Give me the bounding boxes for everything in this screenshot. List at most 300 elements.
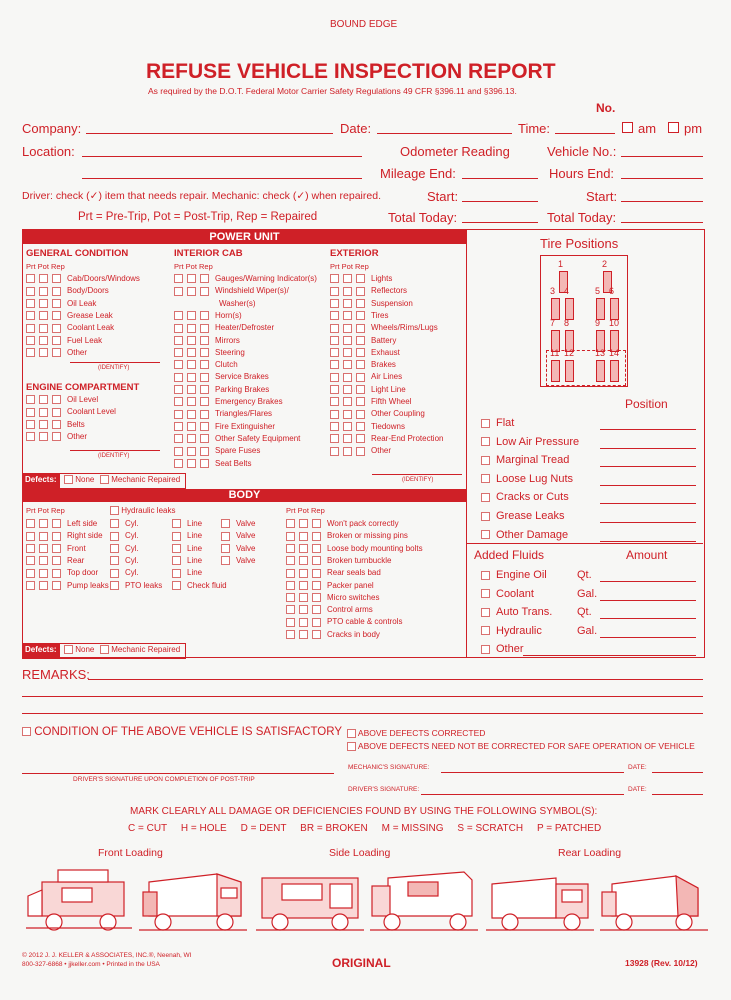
body-issue-item-checkbox[interactable] <box>286 630 295 639</box>
exterior-item-checkbox[interactable] <box>356 422 365 431</box>
engine-item-checkbox[interactable] <box>52 420 61 429</box>
body-location-item-checkbox[interactable] <box>26 544 35 553</box>
interior-item-checkbox[interactable] <box>174 422 183 431</box>
interior-item-checkbox[interactable] <box>200 410 209 419</box>
body-line-item-checkbox[interactable] <box>172 556 181 565</box>
body-cols-right: Prt Pot Rep <box>286 506 325 515</box>
tire-condition-checkbox[interactable] <box>481 512 490 521</box>
body-mech-checkbox[interactable] <box>100 645 109 654</box>
body-issue-item-checkbox[interactable] <box>312 593 321 602</box>
exterior-item-checkbox[interactable] <box>356 360 365 369</box>
exterior-item-checkbox[interactable] <box>343 410 352 419</box>
exterior-item-label: Other Coupling <box>371 409 425 419</box>
body-issue-item-label: Won't pack correctly <box>327 519 399 528</box>
vehicle-no-field[interactable] <box>621 156 703 157</box>
interior-item-checkbox[interactable] <box>200 459 209 468</box>
exterior-item-checkbox[interactable] <box>330 360 339 369</box>
exterior-item-checkbox[interactable] <box>343 447 352 456</box>
interior-item-checkbox[interactable] <box>187 274 196 283</box>
engine-item-checkbox[interactable] <box>26 432 35 441</box>
fluid-checkbox[interactable] <box>481 645 490 654</box>
general-item-checkbox[interactable] <box>26 311 35 320</box>
interior-item <box>174 397 283 406</box>
interior-item-checkbox[interactable] <box>187 385 196 394</box>
remarks-line-1[interactable] <box>88 679 703 680</box>
interior-item-checkbox[interactable] <box>174 336 183 345</box>
exterior-item-checkbox[interactable] <box>343 287 352 296</box>
power-none-label: None <box>75 475 95 484</box>
mechanic-date-line[interactable] <box>652 772 703 773</box>
time-label: Time: <box>518 121 551 136</box>
engine-item-checkbox[interactable] <box>52 432 61 441</box>
mileage-end-field[interactable] <box>462 178 538 179</box>
fluid-amount-field[interactable] <box>600 600 696 601</box>
body-valve-item <box>221 544 255 553</box>
power-unit-header: POWER UNIT <box>23 230 466 244</box>
engine-item <box>26 395 98 404</box>
tire-condition-checkbox[interactable] <box>481 437 490 446</box>
satisfactory-checkbox[interactable] <box>22 727 31 736</box>
body-valve-item-checkbox[interactable] <box>221 519 230 528</box>
exterior-item-checkbox[interactable] <box>343 274 352 283</box>
body-line-item-checkbox[interactable] <box>172 569 181 578</box>
body-issue-item-label: Broken or missing pins <box>327 531 408 541</box>
corrected-checkbox[interactable] <box>347 729 356 738</box>
tire-condition-checkbox[interactable] <box>481 493 490 502</box>
exterior-item-label: Other <box>371 446 392 456</box>
tire-condition-checkbox[interactable] <box>481 474 490 483</box>
body-cyl-item-label: Cyl. <box>125 519 139 528</box>
body-location-item-checkbox[interactable] <box>39 581 48 590</box>
interior-item-checkbox[interactable] <box>174 447 183 456</box>
body-issue-item-checkbox[interactable] <box>286 605 295 614</box>
body-issue-item-checkbox[interactable] <box>299 532 308 541</box>
tire-condition-field[interactable] <box>600 448 696 449</box>
body-issue-item-checkbox[interactable] <box>299 593 308 602</box>
fluid-amount-field[interactable] <box>523 655 696 656</box>
publisher-contact: 800-327-6868 • jjkeller.com • Printed in the USA <box>22 961 160 968</box>
interior-item-checkbox[interactable] <box>187 434 196 443</box>
mechanic-signature-line[interactable] <box>441 772 624 773</box>
satisfactory-label: CONDITION OF THE ABOVE VEHICLE IS SATISFACTORY <box>34 726 343 738</box>
interior-item-checkbox[interactable] <box>174 410 183 419</box>
body-issue-item-checkbox[interactable] <box>312 581 321 590</box>
interior-item-checkbox[interactable] <box>174 385 183 394</box>
power-defects-label: Defects: <box>25 475 57 484</box>
interior-item-checkbox[interactable] <box>174 434 183 443</box>
tire-icon[interactable] <box>596 298 605 320</box>
exterior-item-checkbox[interactable] <box>343 324 352 333</box>
tire-condition-field[interactable] <box>600 503 696 504</box>
body-issue-item-checkbox[interactable] <box>286 532 295 541</box>
general-item-checkbox[interactable] <box>39 311 48 320</box>
exterior-item-checkbox[interactable] <box>330 287 339 296</box>
tire-number: 2 <box>602 259 608 269</box>
engine-identify-line[interactable] <box>70 450 160 451</box>
interior-item-checkbox[interactable] <box>187 336 196 345</box>
body-line-item-checkbox[interactable] <box>172 581 181 590</box>
general-identify-label: (IDENTIFY) <box>98 365 130 371</box>
fluid-amount-field[interactable] <box>600 581 696 582</box>
mileage-total-field[interactable] <box>462 222 538 223</box>
hours-end-label: Hours End: <box>549 166 615 181</box>
interior-item-checkbox[interactable] <box>200 434 209 443</box>
body-issue-item-checkbox[interactable] <box>286 519 295 528</box>
general-item-checkbox[interactable] <box>52 348 61 357</box>
body-location-item-checkbox[interactable] <box>26 519 35 528</box>
exterior-item-checkbox[interactable] <box>343 422 352 431</box>
exterior-item-checkbox[interactable] <box>356 299 365 308</box>
general-item-checkbox[interactable] <box>52 274 61 283</box>
general-item-checkbox[interactable] <box>26 336 35 345</box>
body-issue-item-checkbox[interactable] <box>312 519 321 528</box>
engine-item-checkbox[interactable] <box>39 420 48 429</box>
body-valve-item <box>221 556 255 565</box>
exterior-item-checkbox[interactable] <box>356 447 365 456</box>
exterior-item-checkbox[interactable] <box>356 348 365 357</box>
interior-item-checkbox[interactable] <box>174 397 183 406</box>
body-location-item-checkbox[interactable] <box>52 519 61 528</box>
hours-end-field[interactable] <box>621 178 703 179</box>
exterior-item-checkbox[interactable] <box>356 324 365 333</box>
interior-item-checkbox[interactable] <box>187 447 196 456</box>
body-issue-item-checkbox[interactable] <box>286 544 295 553</box>
grid-divider <box>466 229 467 657</box>
body-issue-item-checkbox[interactable] <box>299 630 308 639</box>
fluid-amount-field[interactable] <box>600 637 696 638</box>
remarks-line-2[interactable] <box>22 696 703 697</box>
interior-item-checkbox[interactable] <box>174 348 183 357</box>
body-location-item-checkbox[interactable] <box>26 569 35 578</box>
exterior-item-checkbox[interactable] <box>356 373 365 382</box>
general-item-checkbox[interactable] <box>39 348 48 357</box>
tire-condition-checkbox[interactable] <box>481 530 490 539</box>
interior-item-checkbox[interactable] <box>200 447 209 456</box>
general-item-checkbox[interactable] <box>26 274 35 283</box>
general-item-checkbox[interactable] <box>52 287 61 296</box>
body-issue-item-checkbox[interactable] <box>286 618 295 627</box>
interior-item-checkbox[interactable] <box>187 373 196 382</box>
exterior-item-checkbox[interactable] <box>330 274 339 283</box>
pm-checkbox[interactable] <box>668 122 679 133</box>
interior-item-checkbox[interactable] <box>200 385 209 394</box>
body-issue-item <box>286 630 380 639</box>
body-issue-item-checkbox[interactable] <box>299 581 308 590</box>
engine-item-checkbox[interactable] <box>39 395 48 404</box>
body-issue-item-checkbox[interactable] <box>286 581 295 590</box>
interior-item-checkbox[interactable] <box>187 410 196 419</box>
exterior-item-checkbox[interactable] <box>330 299 339 308</box>
exterior-item-checkbox[interactable] <box>330 447 339 456</box>
date-field[interactable] <box>377 133 512 134</box>
body-cyl-item-checkbox[interactable] <box>110 519 119 528</box>
interior-item-checkbox[interactable] <box>187 287 196 296</box>
body-issue-item-checkbox[interactable] <box>286 569 295 578</box>
interior-item-checkbox[interactable] <box>174 324 183 333</box>
body-line-item-checkbox[interactable] <box>172 544 181 553</box>
mechanic-signature-label: MECHANIC'S SIGNATURE: <box>348 764 430 771</box>
body-location-item-checkbox[interactable] <box>26 532 35 541</box>
fluid-amount-field[interactable] <box>600 618 696 619</box>
tire-number: 14 <box>609 348 620 358</box>
body-issue-item-checkbox[interactable] <box>299 519 308 528</box>
body-issue-item-checkbox[interactable] <box>299 618 308 627</box>
body-issue-item-checkbox[interactable] <box>286 556 295 565</box>
body-issue-item-checkbox[interactable] <box>286 593 295 602</box>
tire-condition-label: Other Damage <box>496 528 569 541</box>
interior-item-checkbox[interactable] <box>200 311 209 320</box>
interior-item-checkbox[interactable] <box>174 459 183 468</box>
engine-item-label: Other <box>67 431 88 441</box>
interior-item-checkbox[interactable] <box>187 348 196 357</box>
tire-icon[interactable] <box>565 360 574 382</box>
exterior-item-checkbox[interactable] <box>330 324 339 333</box>
interior-item-checkbox[interactable] <box>200 324 209 333</box>
exterior-item-checkbox[interactable] <box>356 336 365 345</box>
remarks-line-3[interactable] <box>22 713 703 714</box>
exterior-item-checkbox[interactable] <box>343 299 352 308</box>
engine-item <box>26 420 85 429</box>
interior-item-checkbox[interactable] <box>187 311 196 320</box>
interior-item-checkbox[interactable] <box>200 360 209 369</box>
exterior-item-checkbox[interactable] <box>343 360 352 369</box>
interior-item-checkbox[interactable] <box>200 397 209 406</box>
exterior-item <box>330 360 396 369</box>
body-cyl-item-checkbox[interactable] <box>110 569 119 578</box>
interior-item-checkbox[interactable] <box>174 373 183 382</box>
body-valve-item-checkbox[interactable] <box>221 556 230 565</box>
general-item-checkbox[interactable] <box>26 324 35 333</box>
exterior-item-checkbox[interactable] <box>330 336 339 345</box>
exterior-item-checkbox[interactable] <box>330 410 339 419</box>
tire-condition-field[interactable] <box>600 466 696 467</box>
interior-item <box>174 348 245 357</box>
body-issue-item-checkbox[interactable] <box>312 618 321 627</box>
body-location-item-checkbox[interactable] <box>52 581 61 590</box>
body-defects-label: Defects: <box>25 645 57 654</box>
odometer-label: Odometer Reading <box>400 144 510 159</box>
exterior-item-checkbox[interactable] <box>356 385 365 394</box>
exterior-item-checkbox[interactable] <box>330 348 339 357</box>
exterior-item-checkbox[interactable] <box>356 274 365 283</box>
body-mech-label: Mechanic Repaired <box>111 645 181 654</box>
body-location-item-checkbox[interactable] <box>52 532 61 541</box>
driver-date-line[interactable] <box>652 794 703 795</box>
fluid-checkbox[interactable] <box>481 626 490 635</box>
general-item-checkbox[interactable] <box>52 311 61 320</box>
engine-item <box>26 432 87 441</box>
general-item-checkbox[interactable] <box>39 274 48 283</box>
interior-item-checkbox[interactable] <box>174 274 183 283</box>
exterior-item-checkbox[interactable] <box>343 385 352 394</box>
exterior-item-checkbox[interactable] <box>356 287 365 296</box>
general-item-checkbox[interactable] <box>39 324 48 333</box>
tire-condition-field[interactable] <box>600 429 696 430</box>
general-item-checkbox[interactable] <box>52 336 61 345</box>
general-item <box>26 336 102 345</box>
body-line-item-checkbox[interactable] <box>172 532 181 541</box>
power-mech-label: Mechanic Repaired <box>111 475 181 484</box>
engine-item-checkbox[interactable] <box>39 408 48 417</box>
interior-item-checkbox[interactable] <box>200 287 209 296</box>
body-location-item-checkbox[interactable] <box>39 569 48 578</box>
exterior-item-checkbox[interactable] <box>330 422 339 431</box>
tire-condition-field[interactable] <box>600 485 696 486</box>
body-none-checkbox[interactable] <box>64 645 73 654</box>
tire-icon[interactable] <box>565 298 574 320</box>
company-field[interactable] <box>86 133 333 134</box>
exterior-item-label: Rear-End Protection <box>371 433 444 443</box>
exterior-item-checkbox[interactable] <box>343 348 352 357</box>
engine-item-checkbox[interactable] <box>26 420 35 429</box>
body-issue-item-checkbox[interactable] <box>312 532 321 541</box>
fluid-item <box>481 588 534 600</box>
exterior-identify-line[interactable] <box>372 474 462 475</box>
body-issue-item-checkbox[interactable] <box>299 569 308 578</box>
interior-item-checkbox[interactable] <box>200 348 209 357</box>
interior-item-checkbox[interactable] <box>174 360 183 369</box>
tire-condition-field[interactable] <box>600 541 696 542</box>
exterior-item-checkbox[interactable] <box>330 373 339 382</box>
mileage-start-field[interactable] <box>462 201 538 202</box>
general-item-checkbox[interactable] <box>39 299 48 308</box>
driver-signature2-line[interactable] <box>421 794 624 795</box>
body-valve-item-label: Valve <box>236 555 256 565</box>
exterior-item-checkbox[interactable] <box>330 397 339 406</box>
tire-condition-field[interactable] <box>600 522 696 523</box>
location-field-2[interactable] <box>82 178 362 179</box>
engine-item-checkbox[interactable] <box>52 408 61 417</box>
fluid-checkbox[interactable] <box>481 608 490 617</box>
exterior-item-checkbox[interactable] <box>330 385 339 394</box>
tire-icon[interactable] <box>610 298 619 320</box>
body-issue-item-checkbox[interactable] <box>299 605 308 614</box>
interior-item-checkbox[interactable] <box>174 287 183 296</box>
body-issue-item-checkbox[interactable] <box>312 630 321 639</box>
body-issue-item-checkbox[interactable] <box>299 544 308 553</box>
interior-item <box>174 360 238 369</box>
location-field[interactable] <box>82 156 362 157</box>
hours-start-field[interactable] <box>621 201 703 202</box>
exterior-item-checkbox[interactable] <box>330 311 339 320</box>
exterior-item-checkbox[interactable] <box>330 434 339 443</box>
general-item-checkbox[interactable] <box>26 348 35 357</box>
exterior-item-checkbox[interactable] <box>356 311 365 320</box>
exterior-item-checkbox[interactable] <box>343 311 352 320</box>
body-issue-item-checkbox[interactable] <box>312 556 321 565</box>
interior-item-checkbox[interactable] <box>187 397 196 406</box>
body-issue-item-checkbox[interactable] <box>299 556 308 565</box>
general-item-checkbox[interactable] <box>52 299 61 308</box>
body-location-item-checkbox[interactable] <box>52 544 61 553</box>
interior-item-checkbox[interactable] <box>187 360 196 369</box>
interior-item <box>174 323 274 332</box>
general-item-checkbox[interactable] <box>52 324 61 333</box>
body-location-item-checkbox[interactable] <box>52 556 61 565</box>
engine-item-checkbox[interactable] <box>39 432 48 441</box>
am-label: am <box>638 121 657 136</box>
interior-item-checkbox[interactable] <box>200 373 209 382</box>
engine-item-checkbox[interactable] <box>52 395 61 404</box>
interior-item-label: Seat Belts <box>215 458 252 468</box>
driver-signature-line[interactable] <box>22 773 334 774</box>
body-issue-item-checkbox[interactable] <box>312 544 321 553</box>
interior-item <box>174 286 289 295</box>
engine-item-checkbox[interactable] <box>26 395 35 404</box>
body-issue-item <box>286 605 373 614</box>
general-item-checkbox[interactable] <box>26 299 35 308</box>
body-location-item-checkbox[interactable] <box>39 544 48 553</box>
hours-total-field[interactable] <box>621 222 703 223</box>
body-cyl-item-checkbox[interactable] <box>110 532 119 541</box>
interior-item-checkbox[interactable] <box>200 336 209 345</box>
exterior-item-checkbox[interactable] <box>343 397 352 406</box>
exterior-item-checkbox[interactable] <box>356 410 365 419</box>
body-cyl-item-label: PTO leaks <box>125 580 163 590</box>
body-issue-item-checkbox[interactable] <box>312 569 321 578</box>
body-cyl-item-checkbox[interactable] <box>110 581 119 590</box>
body-cyl-item-checkbox[interactable] <box>110 544 119 553</box>
tire-icon[interactable] <box>551 360 560 382</box>
body-location-item-checkbox[interactable] <box>26 556 35 565</box>
body-location-item-checkbox[interactable] <box>26 581 35 590</box>
fluid-item <box>481 643 524 655</box>
body-location-item-checkbox[interactable] <box>39 532 48 541</box>
interior-item-checkbox[interactable] <box>187 422 196 431</box>
body-valve-item-checkbox[interactable] <box>221 532 230 541</box>
exterior-item-checkbox[interactable] <box>343 336 352 345</box>
tire-condition-checkbox[interactable] <box>481 456 490 465</box>
power-mech-checkbox[interactable] <box>100 475 109 484</box>
interior-item-checkbox[interactable] <box>187 324 196 333</box>
exterior-item-checkbox[interactable] <box>343 434 352 443</box>
general-item-checkbox[interactable] <box>39 287 48 296</box>
exterior-item-checkbox[interactable] <box>343 373 352 382</box>
tire-icon[interactable] <box>596 360 605 382</box>
body-valve-item-checkbox[interactable] <box>221 544 230 553</box>
interior-item-checkbox[interactable] <box>200 422 209 431</box>
fluid-checkbox[interactable] <box>481 571 490 580</box>
fluid-checkbox[interactable] <box>481 589 490 598</box>
general-item-checkbox[interactable] <box>26 287 35 296</box>
interior-item-checkbox[interactable] <box>200 274 209 283</box>
body-issue-item-checkbox[interactable] <box>312 605 321 614</box>
not-needed-checkbox[interactable] <box>347 742 356 751</box>
body-location-item-checkbox[interactable] <box>39 556 48 565</box>
general-item-checkbox[interactable] <box>39 336 48 345</box>
engine-item-label: Oil Level <box>67 395 99 404</box>
body-location-item-checkbox[interactable] <box>39 519 48 528</box>
time-field[interactable] <box>555 133 615 134</box>
power-none-checkbox[interactable] <box>64 475 73 484</box>
tire-icon[interactable] <box>551 298 560 320</box>
engine-item-checkbox[interactable] <box>26 408 35 417</box>
general-identify-line[interactable] <box>70 362 160 363</box>
am-checkbox[interactable] <box>622 122 633 133</box>
general-item-label: Fuel Leak <box>67 335 103 345</box>
exterior-item-checkbox[interactable] <box>356 434 365 443</box>
interior-item-checkbox[interactable] <box>187 459 196 468</box>
tire-icon[interactable] <box>610 360 619 382</box>
body-line-item-checkbox[interactable] <box>172 519 181 528</box>
hydraulic-checkbox[interactable] <box>110 506 119 515</box>
exterior-item-checkbox[interactable] <box>356 397 365 406</box>
tire-condition-checkbox[interactable] <box>481 419 490 428</box>
body-cyl-item-checkbox[interactable] <box>110 556 119 565</box>
exterior-item-label: Tires <box>371 310 389 320</box>
interior-item-checkbox[interactable] <box>174 311 183 320</box>
body-location-item-checkbox[interactable] <box>52 569 61 578</box>
